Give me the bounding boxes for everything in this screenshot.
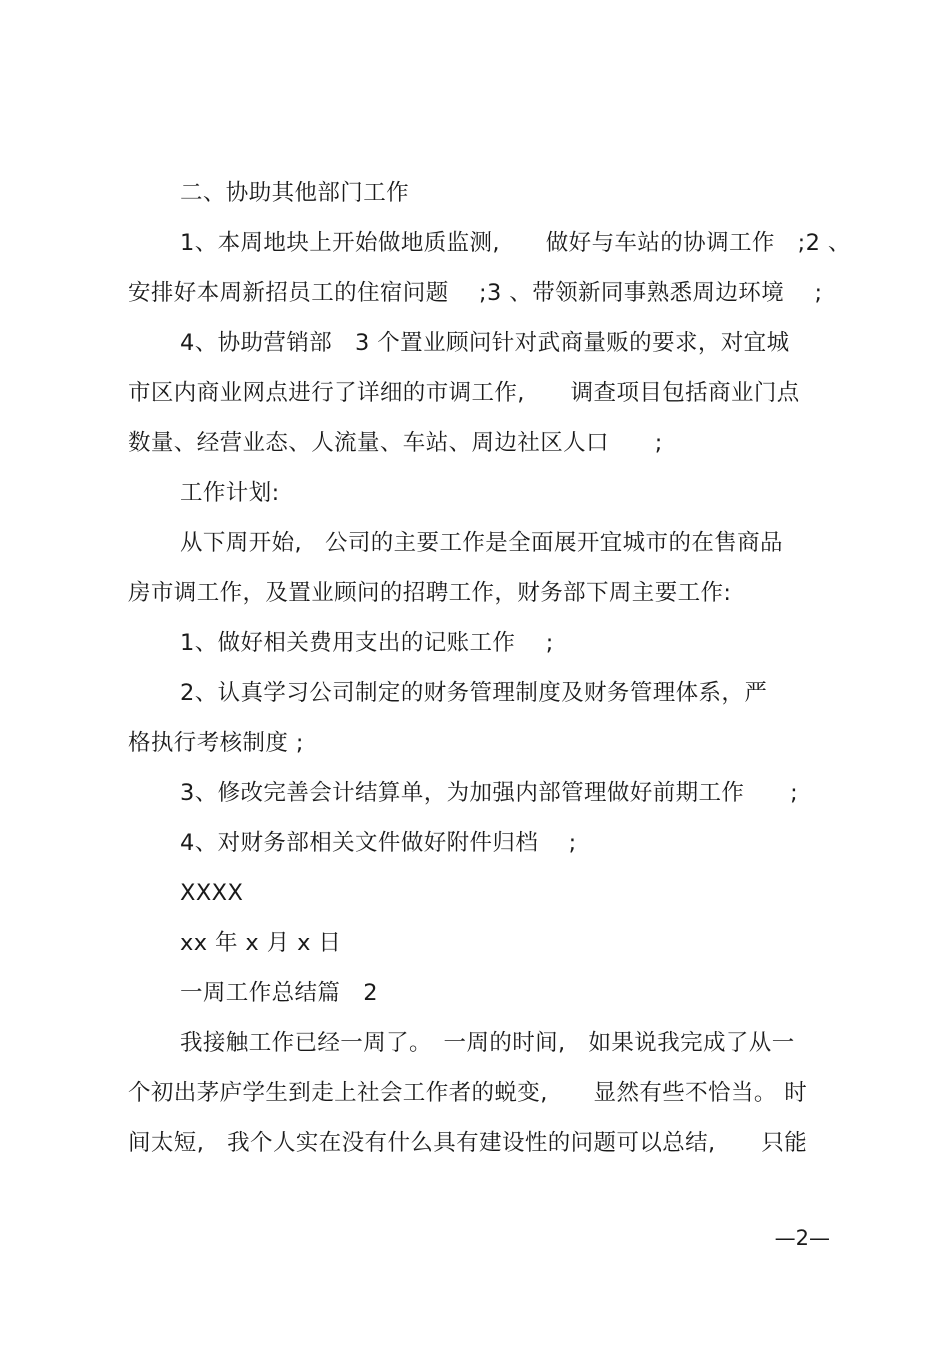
list-item: 4、对财务部相关文件做好附件归档 ; — [180, 830, 577, 856]
paragraph-line: 1、本周地块上开始做地质监测, 做好与车站的协调工作 ;2 、 — [180, 230, 851, 256]
paragraph-line: 数量、经营业态、人流量、车站、周边社区人口 ; — [128, 430, 663, 456]
paragraph-line: 房市调工作，及置业顾问的招聘工作，财务部下周主要工作: — [128, 580, 732, 606]
paragraph-line: 我接触工作已经一周了。 一周的时间, 如果说我完成了从一 — [180, 1030, 795, 1056]
paragraph-line: 4、协助营销部 3 个置业顾问针对武商量贩的要求，对宜城 — [180, 330, 790, 356]
paragraph-line: 间太短, 我个人实在没有什么具有建设性的问题可以总结, 只能 — [128, 1130, 808, 1156]
page-number: —2— — [774, 1226, 830, 1250]
section-heading: 一周工作总结篇 2 — [180, 980, 378, 1006]
paragraph-line: 从下周开始, 公司的主要工作是全面展开宜城市的在售商品 — [180, 530, 783, 556]
signature-name: XXXX — [180, 880, 244, 906]
list-item-continuation: 格执行考核制度 ; — [128, 730, 304, 756]
list-item: 1、做好相关费用支出的记账工作 ; — [180, 630, 554, 656]
section-heading: 二、协助其他部门工作 — [180, 180, 410, 206]
paragraph-line: 安排好本周新招员工的住宿问题 ;3 、带领新同事熟悉周边环境 ; — [128, 280, 823, 306]
paragraph-line: 个初出茅庐学生到走上社会工作者的蜕变, 显然有些不恰当。 时 — [128, 1080, 808, 1106]
section-heading: 工作计划: — [180, 480, 280, 506]
list-item: 2、认真学习公司制定的财务管理制度及财务管理体系，严 — [180, 680, 768, 706]
list-item: 3、修改完善会计结算单，为加强内部管理做好前期工作 ; — [180, 780, 799, 806]
signature-date: xx 年 x 月 x 日 — [180, 930, 342, 956]
paragraph-line: 市区内商业网点进行了详细的市调工作, 调查项目包括商业门点 — [128, 380, 800, 406]
